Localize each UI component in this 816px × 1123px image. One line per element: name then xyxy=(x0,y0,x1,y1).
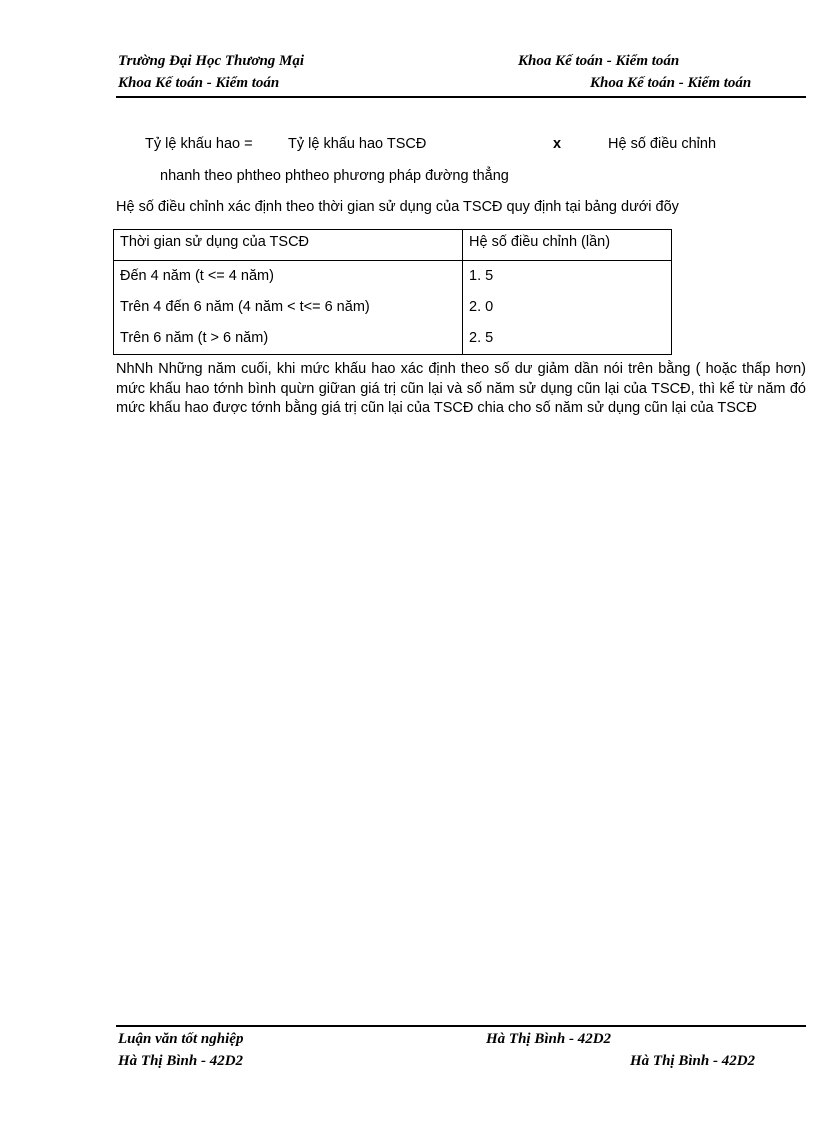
formula-lhs: Tỷ lệ khấu hao = xyxy=(145,136,253,152)
table-cell xyxy=(463,261,672,355)
footer-author-right-2: Hà Thị Bình - 42D2 xyxy=(630,1053,756,1069)
footer-rule xyxy=(116,1025,806,1027)
table-body-row xyxy=(114,261,672,355)
header-school-name: Trường Đại Học Thương Mại xyxy=(118,53,305,69)
table-row-duration: Đến 4 năm (t <= 4 năm) xyxy=(120,268,274,284)
formula-rate: Tỷ lệ khấu hao TSCĐ xyxy=(288,136,427,152)
formula-factor: Hệ số điều chỉnh xyxy=(608,136,717,152)
header-coefficient: Hệ số điều chỉnh (lần) xyxy=(469,234,611,250)
table-header-row xyxy=(114,230,672,261)
header-duration: Thời gian sử dụng của TSCĐ xyxy=(120,234,310,250)
table-row-coefficient: 2. 5 xyxy=(469,330,494,346)
coefficient-table xyxy=(113,229,672,355)
table-header-cell xyxy=(114,230,463,261)
table-header-cell xyxy=(463,230,672,261)
header-rule xyxy=(116,96,806,98)
formula-times: x xyxy=(553,136,562,152)
header-faculty-right-2: Khoa Kế toán - Kiểm toán xyxy=(590,75,752,91)
table-intro: Hệ số điều chỉnh xác định theo thời gian sử dụng của TSCĐ quy định tại bảng dưới đõy xyxy=(116,199,679,215)
table-cell xyxy=(114,261,463,355)
table-row-coefficient: 1. 5 xyxy=(469,268,494,284)
footer-author-left: Hà Thị Bình - 42D2 xyxy=(118,1053,244,1069)
footer-author-right-1: Hà Thị Bình - 42D2 xyxy=(486,1031,612,1047)
table-row-coefficient: 2. 0 xyxy=(469,299,494,315)
header-faculty-left: Khoa Kế toán - Kiểm toán xyxy=(118,75,280,91)
body-paragraph: NhNh Những năm cuối, khi mức khấu hao xác định theo số dư giảm dần nói trên bằng ( hoặc thấp hơn) mức khấu hao tớnh bình quừn giữan giá trị cũn lại và số năm sử dụng cũn lại của TSCĐ, thì kể từ năm đó mức khấu hao được tớnh bằng giá trị cũn lại của TSCĐ chia cho số năm sử dụng cũn lại của TSCĐ xyxy=(116,361,806,416)
table-row-duration: Trên 6 năm (t > 6 năm) xyxy=(120,330,269,346)
formula-line2: nhanh theo phtheo phtheo phương pháp đường thẳng xyxy=(160,168,509,184)
footer-thesis-label: Luận văn tốt nghiệp xyxy=(118,1031,244,1047)
table-row-duration: Trên 4 đến 6 năm (4 năm < t<= 6 năm) xyxy=(120,299,370,315)
header-faculty-right-1: Khoa Kế toán - Kiểm toán xyxy=(518,53,680,69)
